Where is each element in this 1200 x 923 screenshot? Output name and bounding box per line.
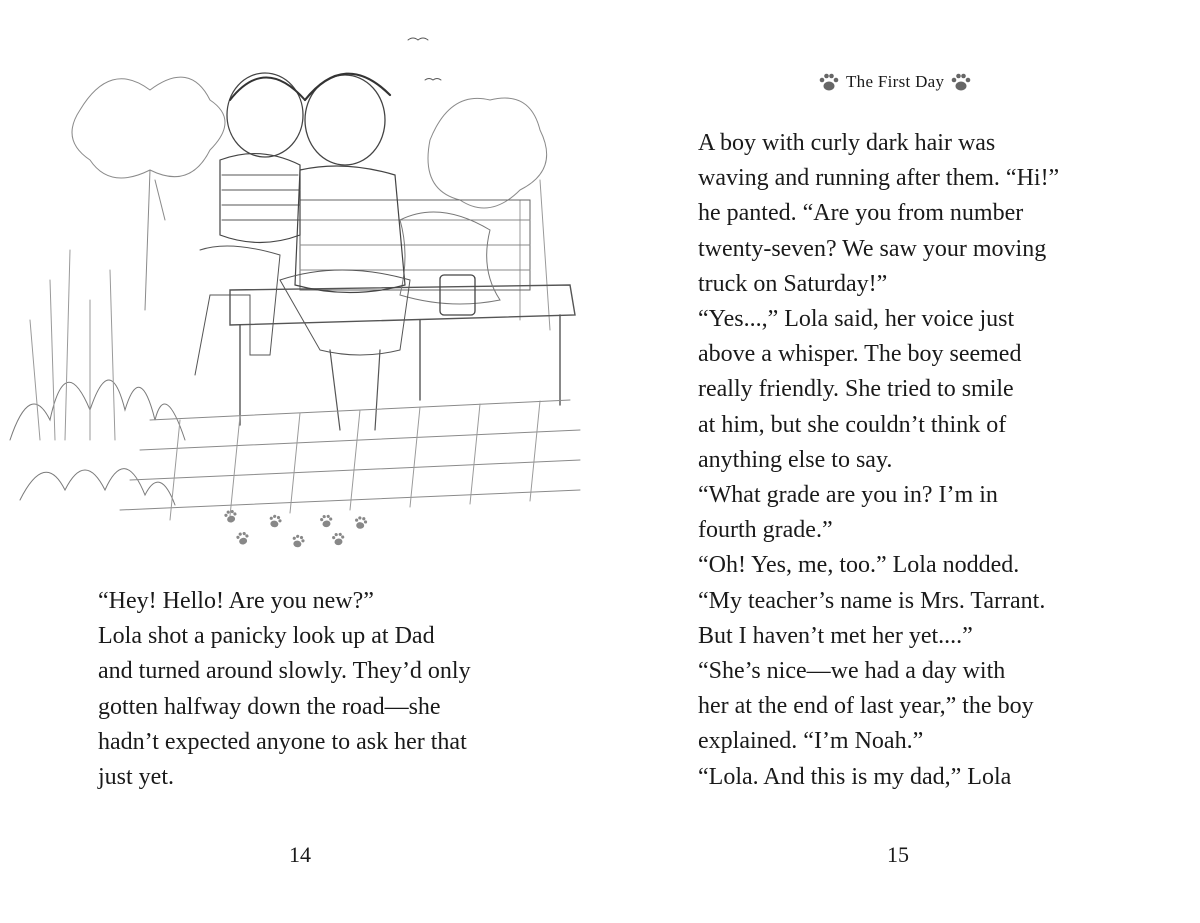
text-line: “Oh! Yes, me, too.” Lola nodded. <box>698 552 1020 579</box>
text-line: he panted. “Are you from number <box>698 200 1024 227</box>
text-line: really friendly. She tried to smile <box>698 376 1014 403</box>
text-line: Lola shot a panicky look up at Dad <box>98 623 435 650</box>
text-line: waving and running after them. “Hi!” <box>698 165 1060 192</box>
text-line: anything else to say. <box>698 446 893 473</box>
text-line: “Lola. And this is my dad,” Lola <box>698 763 1012 790</box>
text-line: A boy with curly dark hair was <box>698 130 996 156</box>
paw-print-icon <box>818 72 840 92</box>
text-line: “Hey! Hello! Are you new?” <box>98 588 374 614</box>
right-page-number: 15 <box>887 842 909 867</box>
text-line: above a whisper. The boy seemed <box>698 341 1022 368</box>
text-line: twenty-seven? We saw your moving <box>698 235 1047 262</box>
right-page-body-text <box>698 126 1118 795</box>
running-head <box>818 72 972 92</box>
pencil-illustration-garden-bench <box>0 20 590 560</box>
text-line: hadn’t expected anyone to ask her that <box>98 728 467 755</box>
text-line: “What grade are you in? I’m in <box>698 482 998 509</box>
paw-print-trail-icon <box>215 510 375 552</box>
left-page-body-text <box>98 584 528 795</box>
text-line: But I haven’t met her yet....” <box>698 622 973 649</box>
text-line: fourth grade.” <box>698 517 833 544</box>
chapter-title: The First Day <box>846 72 945 91</box>
text-line: “My teacher’s name is Mrs. Tarrant. <box>698 587 1046 614</box>
right-page <box>600 0 1200 923</box>
text-line: explained. “I’m Noah.” <box>698 728 924 755</box>
text-line: “Yes...,” Lola said, her voice just <box>698 306 1015 333</box>
text-line: truck on Saturday!” <box>698 270 888 297</box>
text-line: her at the end of last year,” the boy <box>698 693 1034 720</box>
text-line: at him, but she couldn’t think of <box>698 411 1007 438</box>
text-line: “She’s nice—we had a day with <box>698 658 1006 685</box>
text-line: and turned around slowly. They’d only <box>98 658 471 685</box>
text-line: gotten halfway down the road—she <box>98 693 441 720</box>
left-page-number: 14 <box>289 842 311 867</box>
text-line: just yet. <box>98 764 174 791</box>
paw-print-icon <box>950 72 972 92</box>
